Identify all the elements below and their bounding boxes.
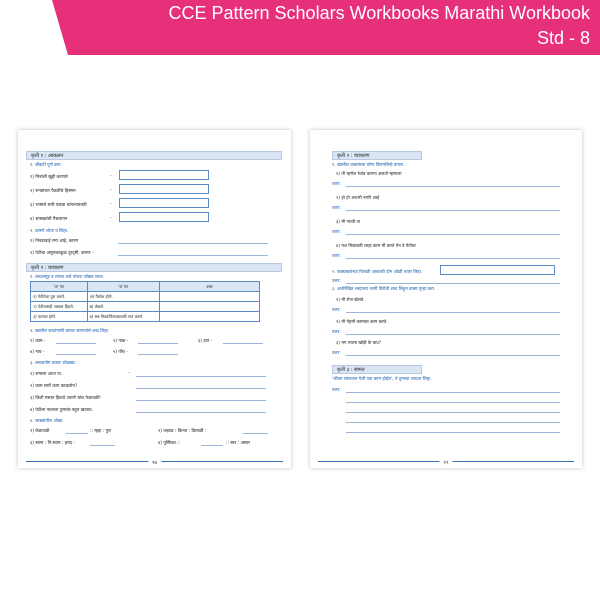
list-item: ३) मग त्याला खोड़ी के बाद? xyxy=(336,341,382,346)
question: ३. शब्दप्रयोग प्रकार ओळखा. xyxy=(30,361,77,366)
question: २. कारणे शोधा व लिहा. xyxy=(30,229,69,234)
pair-item: ३) स्वाम : नि.स्वाम : हराद : xyxy=(30,441,76,446)
answer-label: उत्तर: xyxy=(332,330,341,335)
section-tag: कृती २ : व्याकरण xyxy=(26,263,282,272)
section-tag: कृती १ : आकलन xyxy=(26,151,282,160)
page-number: १९ xyxy=(439,460,452,466)
pair-item: :: स्वर : अस्वर xyxy=(226,441,250,446)
list-item: ३) मी न्यावी ता xyxy=(336,220,361,225)
table-cell: ड) सब निवडणिकाळातली नाव करणे. xyxy=(87,312,159,322)
table-header: 'अ' गट xyxy=(31,282,88,292)
list-item: १) ती म्हणेल रेवांत्र करण्य असतो म्हणाला xyxy=(336,172,402,177)
word-item: ४) नाव - xyxy=(30,350,45,355)
answer-line[interactable] xyxy=(346,234,560,235)
answer-label: उत्तर: xyxy=(332,182,341,187)
answer-line[interactable] xyxy=(66,433,88,434)
answer-line[interactable] xyxy=(201,445,223,446)
question: २. खालील शब्दांपासी ग्रामतः सारल्यांचे शब्द लिहा. xyxy=(30,329,110,334)
answer-label: उत्तर: xyxy=(332,230,341,235)
table-cell: अ) पैलोश होणे. xyxy=(87,292,159,302)
answer-box[interactable] xyxy=(119,212,209,222)
answer-cell[interactable] xyxy=(160,302,260,312)
answer-line[interactable] xyxy=(346,334,560,335)
question: १. खालील वाक्यांच्या चोग्य विरामचिन्हे वापरा. xyxy=(332,163,405,168)
word-item: २) पाक - xyxy=(113,339,129,344)
answer-line[interactable] xyxy=(243,433,268,434)
list-item: १) मित्रांशी खुद्दी करणारे xyxy=(30,175,68,180)
answer-line[interactable] xyxy=(223,343,263,344)
reason-item: २) पेटीचा अमूलकाकूळ दूरदृष्टी, कारण - xyxy=(30,251,94,256)
answer-line[interactable] xyxy=(56,354,96,355)
list-item: २) रानडांच्या पैकतींचे हिस्सम xyxy=(30,189,76,194)
pair-item: १) केडावाडी xyxy=(30,429,50,434)
table-cell: ब) लेखने. xyxy=(87,302,159,312)
answer-line[interactable] xyxy=(346,258,560,259)
sentence-item: २) काम सारी काय काळतोय? xyxy=(30,384,78,389)
list-item: ३) भाषांचे सारी पळवा चांगल्यासाठी xyxy=(30,203,87,208)
reason-item: १) निवडावाई रम्य आहे, कारण xyxy=(30,239,79,244)
answer-box[interactable] xyxy=(119,184,209,194)
answer-line[interactable] xyxy=(90,445,115,446)
banner-title: CCE Pattern Scholars Workbooks Marathi Workbook xyxy=(168,3,590,23)
answer-label: उत्तर: xyxy=(332,279,341,284)
word-item: ५) पाँच - xyxy=(113,350,128,355)
table-header: उत्तर xyxy=(160,282,260,292)
answer-box[interactable] xyxy=(440,265,555,275)
answer-line[interactable] xyxy=(56,343,96,344)
list-item: १) मी रोज खेलते. xyxy=(336,298,365,303)
answer-box[interactable] xyxy=(119,198,209,208)
answer-line[interactable] xyxy=(346,422,560,423)
answer-line[interactable] xyxy=(346,283,560,284)
question: 'जीवन संघरवान गेली एक काम होईल', ते तुमच्या शब्दात लिहा. xyxy=(332,377,432,382)
answer-line[interactable] xyxy=(136,412,266,413)
word-item: ३) हात - xyxy=(198,339,213,344)
match-table xyxy=(30,281,260,322)
question: ४. जाड्यांतील ओळा. xyxy=(30,419,64,424)
answer-label: उत्तर: xyxy=(332,206,341,211)
pair-item: ४) पुस्तिका :: xyxy=(158,441,181,446)
question: १. शब्दसमूह व त्याचा अर्थ यांच्या जोड्या लावा. xyxy=(30,275,105,280)
answer-line[interactable] xyxy=(118,255,268,256)
table-cell: ३) फरफट होणे. xyxy=(31,312,88,322)
answer-label: उत्तर: xyxy=(332,388,341,393)
right-page xyxy=(310,130,582,468)
answer-line[interactable] xyxy=(346,412,560,413)
table-cell: २) पेटीतलाही जरबल हिंडणे. xyxy=(31,302,88,312)
pair-item: :: म्हद्दा : पुरा xyxy=(90,429,111,434)
question: १. चौकटी पूर्ण करा. xyxy=(30,163,62,168)
answer-line[interactable] xyxy=(136,376,266,377)
answer-line[interactable] xyxy=(346,355,560,356)
answer-box[interactable] xyxy=(119,170,209,180)
question: ३. अधोरेखित शब्दांच्या जागी विरोधी शब्द लिहून वाक्य पुन्हा करा. xyxy=(332,287,436,292)
pair-item: २) जहाळ : किन्ता : किराळी : xyxy=(158,429,207,434)
answer-label: उत्तर: xyxy=(332,351,341,356)
answer-line[interactable] xyxy=(346,186,560,187)
header-banner xyxy=(0,0,600,58)
word-item: १) काम - xyxy=(30,339,46,344)
section-tag: कृती २ : व्याकरण xyxy=(332,151,422,160)
table-header: 'ब' गट xyxy=(87,282,159,292)
sentence-item: ३) किती मस्तत हिडावे जराणे चांच फेडावळी! xyxy=(30,396,101,401)
list-item: ४) यश मिळवाठी लाहा काम मी करते पेन डे पेटीचा xyxy=(336,244,416,249)
answer-line[interactable] xyxy=(138,343,178,344)
sentence-item: १) रामाला आता पा. xyxy=(30,372,63,377)
answer-label: उत्तर: xyxy=(332,254,341,259)
answer-cell[interactable] xyxy=(160,312,260,322)
answer-line[interactable] xyxy=(346,392,560,393)
section-tag: कृती ३ : स्वमत xyxy=(332,365,422,374)
answer-cell[interactable] xyxy=(160,292,260,302)
list-item: ४) शास्त्रज्ञांची पैचलायन xyxy=(30,217,68,222)
sentence-item: ४) पेटीला नवलता दुसरांच बहुत खाताव. xyxy=(30,408,93,413)
answer-line[interactable] xyxy=(346,312,560,313)
table-cell: १) पेटीतेचा पुरा करणे. xyxy=(31,292,88,302)
banner-subtitle: Std - 8 xyxy=(536,28,590,48)
answer-line[interactable] xyxy=(346,402,560,403)
answer-line[interactable] xyxy=(138,354,178,355)
list-item: २) मी नेहमी कामाचा काम करते. xyxy=(336,320,388,325)
list-item: २) हो हो अरतरी नगरी आई xyxy=(336,196,379,201)
answer-line[interactable] xyxy=(346,210,560,211)
question: २. वाक्प्रचारांच्या विराळी आकाशी दोन ओळी तयार लिहा. xyxy=(332,270,423,275)
answer-line[interactable] xyxy=(136,388,266,389)
left-page: कृती १ : आकलन १. चौकटी पूर्ण करा. १) मित्रांशी खुद्दी करणारे - २) रानडांच्या पैकतींचे हिस्सम - ३) भाषांचे सारी पळवा चांगल्यासाठी - ४) शास्त्रज्ञांची पैचलायन - २. कारणे शोधा व लिहा. १) निवडावाई रम्य आहे, कारण २) पेटीचा अमूलकाकूळ दूरदृष्टी, कारण - कृती २ : व्याकरण १. शब्दसमूह व त्याचा अर्थ यांच्या जोड्या लावा. 'अ' गट 'ब' गट उत्तर १) पेटीतेचा पुरा करणे. अ) पैलोश होणे. २) पेटीतलाही जरबल हिंडणे. ब) लेखने. ३) फरफट होणे. ड) सब निवडणिकाळातली नाव करणे. २. खालील शब्दांपासी ग्रामतः सारल्यांचे शब्द लिहा. १) काम - २) पाक - ३) हात - ४) नाव - ५) पाँच - ३. शब्दप्रयोग प्रकार ओळखा. १) रामाला आता पा. - २) काम सारी काय काळतोय? ३) किती मस्तत हिडावे जराणे चांच फेडावळी! ४) पेटीला नवलता दुसरांच बहुत खाताव. ४. जाड्यांतील ओळा. १) केडावाडी :: म्हद्दा : पुरा २) जहाळ : किन्ता : किराळी : ३) स्वाम : नि.स्वाम : हराद : ४) पुस्तिका :: :: स्वर : अस्वर १७ xyxy=(18,130,291,468)
answer-line[interactable] xyxy=(346,432,560,433)
answer-line[interactable] xyxy=(118,243,268,244)
answer-line[interactable] xyxy=(136,400,266,401)
page-number: १७ xyxy=(148,460,161,466)
answer-label: उत्तर: xyxy=(332,308,341,313)
